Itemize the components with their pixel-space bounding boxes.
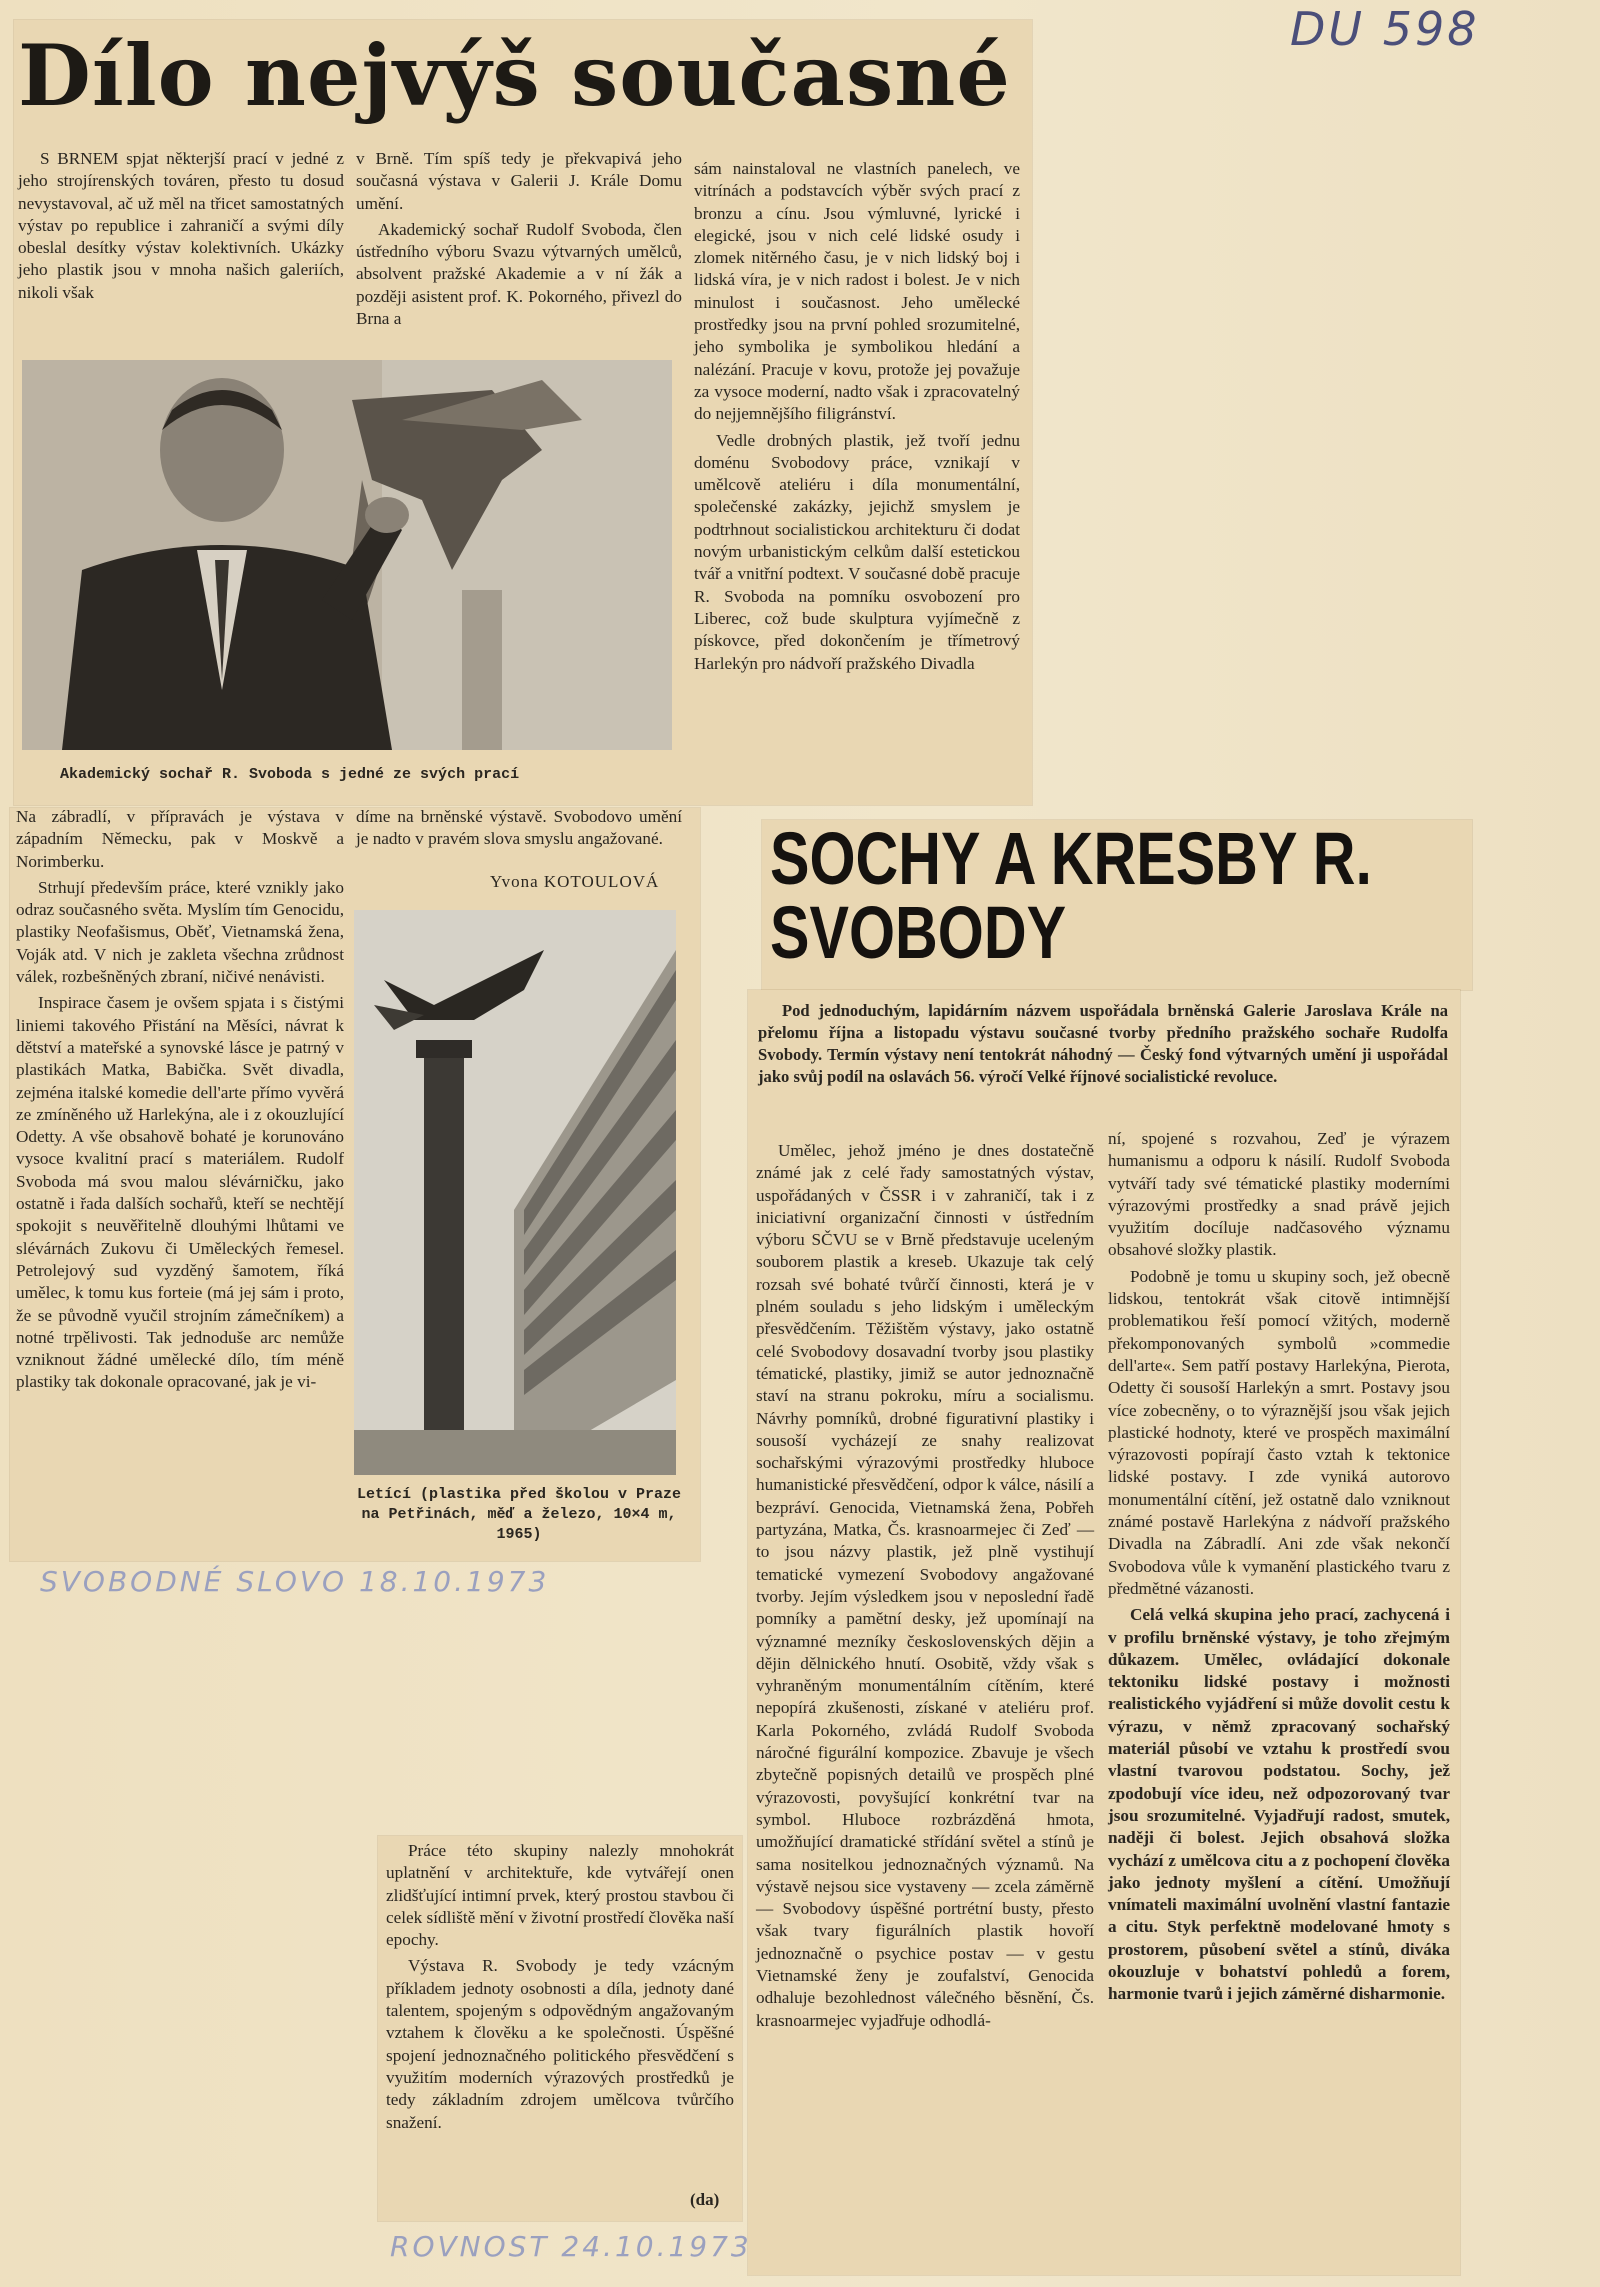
article2-source-note: ROVNOST 24.10.1973 <box>390 2230 752 2263</box>
paragraph: Na zábradlí, v přípravách je výstava v západním Německu, pak v Moskvě a Norimberku. <box>16 807 344 871</box>
paragraph: Umělec, jehož jméno je dnes dostatečně známé jak z celé řady samostatných výstav, uspořádaných v ČSSR i v zahraničí, tak i z iniciativní organizační činnosti v ústředním výboru SČVU se v Brně představuje uceleným souborem plastik a kreseb. Ukazuje tak celý rozsah své bohaté tvůrčí činnosti, která je v plném souladu s jeho lidským i uměleckým přesvědčením. Těžištěm výstavy, jako ostatně celé Svobodovy dosavadní tvorby jsou plastiky tématické, plastiky, jimiž se autor jednoznačně staví na stranu pokroku, míru a socialismu. Návrhy pomníků, drobné figurativní plastiky i sousoší vycházejí ze snahy realizovat sochařskými výrazovými prostředky hluboce humanistické přesvědčení, odpor k válce, násilí a bezpráví. Genocida, Vietnamská žena, Pobřeh partyzána, Matka, Čs. krasnoarmejec či Zeď — to jsou názvy plastik, jež plně vystihují tematické vymezení Svobodovy angažované tvorby. Jejím výsledkem jsou v neposlední řadě pomníky a pamětní desky, jež upomínají na významné mezníky československých dějin a dějin dělnického hnutí. Osobitě, vždy však s vyhraněným monumentálním cítěním, které nepopírá zkušenosti, získané v ateliéru prof. Karla Pokorného, zvládá Rudolf Svoboda náročné figurální kompozice. Zbavuje je všech zbytečně popisných detailů ve prospěch plné výrazovosti, povyšující konkrétní tvar na symbol. Hluboce rozbrázděná hmota, umožňující dramatické střídání světel a stínů je sama nositelkou jednoznačných významů. Na výstavě nejsou sice vystaveny — zcela záměrně — Svobodovy úspěšné portrétní busty, přesto však tvary figurálních plastik hovoří jednoznačně o psychice postav — v gestu Vietnamské ženy je zoufalství, Genocida odhaluje bezohlednost válečného běsnění, Čs. krasnoarmejec vyjadřuje odhodlá- <box>756 1141 1094 2030</box>
archive-note: DU 598 <box>1290 2 1480 56</box>
paragraph: Práce této skupiny nalezly mnohokrát uplatnění v architektuře, kde vytvářejí onen zlidšťující intimní prvek, který prostou stavbou či celek sídliště mění v životní prostředí člověka naší epochy. <box>386 1841 734 1950</box>
paragraph: Podobně je tomu u skupiny soch, jež obecně lidskou, tentokrát však citově intimnější problematikou řeší pomocí vžitých, moderně překomponovaných symbolů »commedie dell'arte«. Sem patří postavy Harlekýna, Pierota, Odetty či sousoší Harlekýn a smrt. Postavy jsou více zobecněny, o to výraznější jsou však jejich plastické hodnoty, které ve prospěch maximální výrazovosti popírají často vztah k tektonice lidské postavy. I zde vyniká autorovo monumentální cítění, jež ostatně dalo vzniknout známé postavě Harlekýna z nádvoří pražského Divadla na Zábradlí. Ani zde však nekončí Svobodova vůle k vymanění plastického tvaru z předmětné vázanosti. <box>1108 1266 1450 1598</box>
paragraph: Akademický sochař Rudolf Svoboda, člen ústředního výboru Svazu výtvarných umělců, absolvent pražské Akademie a v ní žák a později asistent prof. K. Pokorného, přivezl do Brna a <box>356 219 682 329</box>
sculptor-photo-caption: Akademický sochař R. Svoboda s jedné ze svých prací <box>60 766 520 783</box>
article1-col5 <box>356 806 682 855</box>
paragraph: Vedle drobných plastik, jež tvoří jednu doménu Svobodovy práce, vznikají v umělcově ateliéru i díla monumentální, společenské zakázky, jejichž smyslem je podtrhnout socialistickou architekturu či dodat novým urbanistickým celkům další estetickou tvář a vnitřní podtext. V současné době pracuje R. Svoboda na pomníku osvobození pro Liberec, což bude skulptura vyjímečně z pískovce, před dokončením je třímetrový Harlekýn pro nádvoří pražského Divadla <box>694 430 1020 673</box>
article1-source-note: SVOBODNÉ SLOVO 18.10.1973 <box>40 1565 550 1598</box>
article2-signature: (da) <box>690 2190 720 2209</box>
leteci-photo-drawing <box>354 910 676 1475</box>
article1-col2 <box>356 148 682 334</box>
sculptor-photo-drawing <box>22 360 672 750</box>
paragraph: S BRNEM spjat některjší prací v jedné z jeho strojírenských továren, přesto tu dosud nevystavoval, ač už měl na třicet samostatných výstav po republice i zahraničí a svými díly obeslal desítky výstav kolektivních. Ukázky jeho plastik jsou v mnoha našich galeriích, nikoli však <box>18 149 344 302</box>
article1-author: Yvona KOTOULOVÁ <box>490 872 660 891</box>
article1-col1 <box>18 148 344 308</box>
article2-col-c <box>386 1840 734 2138</box>
leteci-photo <box>354 910 676 1475</box>
paragraph: ní, spojené s rozvahou, Zeď je výrazem humanismu a odporu k násilí. Rudolf Svoboda vytváří tady své tématické plastiky moderními výrazovými prostředky a snad právě jejich využitím docíluje nadčasového významu obsahové složky plastik. <box>1108 1129 1450 1260</box>
paragraph: Celá velká skupina jeho prací, zachycená i v profilu brněnské výstavy, je toho zřejmým důkazem. Umělec, ovládající dokonale tektoniku lidské postavy i možnosti realistického vyjádření si může dovolit cestu k výrazu, v němž zpracovaný sochařský materiál působí ve vztahu k prostředí svou vlastní tvarovou podstatou. Sochy, jež zpodobují více ideu, než odpozorovaný tvar jsou srozumitelné. Vyjadřují radost, smutek, naději či bolest. Jejich obsahová složka vychází z umělcova citu a z pochopení člověka jako jednoty myšlení a cítění. Umožňují vnímateli maximální uvolnění vlastní fantazie a citu. Styk perfektně modelované hmoty s prostorem, působení světel a stínů, diváka okouzluje v bohatství pohledů a forem, harmonie tvarů i jejich záměrné disharmonie. <box>1108 1605 1450 2004</box>
paragraph: v Brně. Tím spíš tedy je překvapivá jeho současná výstava v Galerii J. Krále Domu umění. <box>356 149 682 213</box>
article2-col-b <box>1108 1128 1450 2010</box>
paragraph: Strhují především práce, které vznikly jako odraz současného světa. Myslím tím Genocidu, plastiky Neofašismus, Oběť, Vietnamská žena, Voják atd. V nich je zakleta všechna zrůdnost válek, rozbešněných zbraní, ničivé nenávisti. <box>16 877 344 987</box>
paragraph: Výstava R. Svobody je tedy vzácným příkladem jednoty osobnosti a díla, jednoty dané talentem, spojeným s odpovědným angažovaným vztahem k člověku a ke společnosti. Úspěšné spojení jednoznačného politického přesvědčení s využitím moderních výrazových prostředků je tedy základním zdrojem umělcova tvůrčího snažení. <box>386 1956 734 2132</box>
paragraph: sám nainstaloval ne vlastních panelech, ve vitrínách a podstavcích výběr svých prací z bronzu a cínu. Jsou výmluvné, lyrické i elegické, jsou v nich celé lidské osudy i zlomek nitěrného času, je v nich lidský boj i lidská víra, je v nich radost i bolest. Je v nich minulost i současnost. Jeho umělecké prostředky jsou na první pohled srozumitelné, jeho symbolika je symbolikou hledání a nalézání. Pracuje v kovu, protože jej považuje za vysoce moderní, nadto však i zpracovatelný do nejjemnějšího filigránství. <box>694 159 1020 424</box>
paragraph: díme na brněnské výstavě. Svobodovo umění je nadto v pravém slova smyslu angažované. <box>356 807 682 849</box>
article2-col-a <box>756 1140 1094 2036</box>
paragraph: Inspirace časem je ovšem spjata i s čistými liniemi takového Přistání na Měsíci, návrat k dětství a mateřské a synovské lásce je patrný v plastikách Matka, Babička. Svět divadla, zejména italské komedie dell'arte přímo vyvěrá ze zmíněného už Harlekýna, ale i z okouzlující Odetty. A vše obsahově bohaté je korunováno vysoce kvalitní prací s materiálem. Rudolf Svoboda má svou malou slévárničku, jako ostatně i řada dalších sochařů, kteří se nechtějí spokojit s neuvěřitelně dlouhými lhůtami ve slévárnách Zukovu či Uměleckých řemesel. Petrolejový sud vyzděný šamotem, říká umělec, k tomu kus forteie (má jej sám i proto, že se původně vyučil strojním zámečníkem) a notné trpělivosti. Tak jednoduše arc nemůže vzniknout žádné umělecké dílo, tím méně plastiky tak dokonale opracované, jak je vi- <box>16 993 344 1392</box>
article2-headline-text: SOCHY A KRESBY R. SVOBODY <box>770 817 1373 974</box>
article1-headline: Dílo nejvýš současné <box>18 26 1011 125</box>
article2-lead: Pod jednoduchým, lapidárním názvem uspořádala brněnská Galerie Jaroslava Krále na přelomu října a listopadu výstavu současné tvorby předního pražského sochaře Rudolfa Svobody. Termín výstavy není tentokrát náhodný — Český fond výtvarných umění ji uspořádal jako svůj podíl na oslavách 56. výročí Velké říjnové socialistické revoluce. <box>758 1001 1448 1086</box>
leteci-photo-caption: Letící (plastika před školou v Praze na Petřinách, měď a železo, 10×4 m, 1965) <box>356 1486 682 1543</box>
article1-col4 <box>16 806 344 1398</box>
article2-headline <box>770 817 1458 974</box>
article1-col3 <box>694 158 1020 679</box>
sculptor-photo <box>22 360 672 750</box>
